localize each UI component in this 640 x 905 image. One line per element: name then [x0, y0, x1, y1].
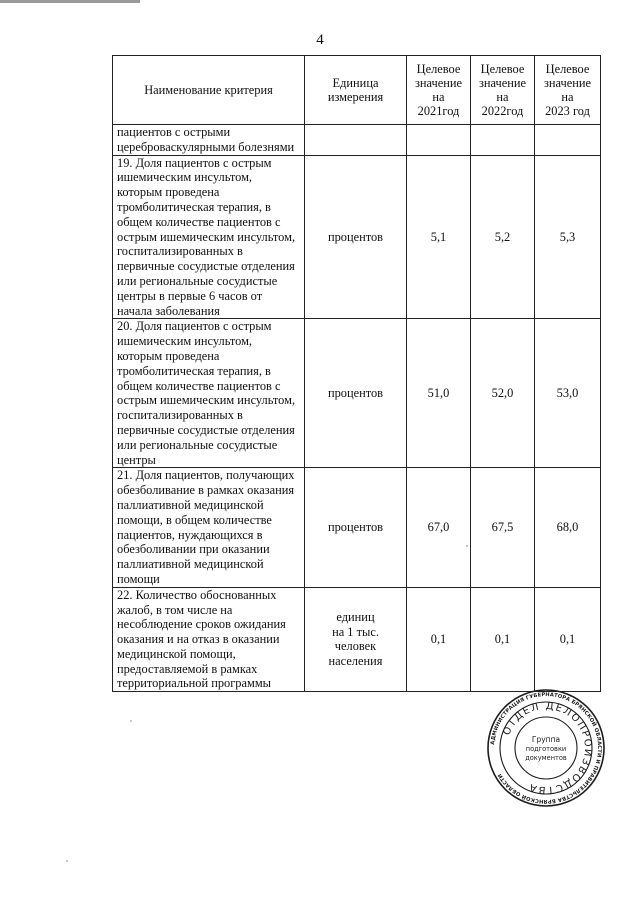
- value-2023: 53,0: [535, 319, 601, 468]
- table-header-row: [113, 56, 601, 125]
- scan-speck: [66, 860, 68, 862]
- value-2022: 0,1: [471, 587, 535, 692]
- stamp-inner-line: подготовки: [525, 745, 567, 753]
- department-stamp: [486, 688, 606, 808]
- value-2022: [471, 125, 535, 156]
- value-2022: 67,5: [471, 468, 535, 587]
- value-2023: 0,1: [535, 587, 601, 692]
- value-2022: 5,2: [471, 155, 535, 319]
- header-2021-line: значение: [414, 76, 463, 90]
- header-2023-line: значение: [543, 76, 592, 90]
- criterion-name: пациентов с острыми цереброваскулярными болезнями: [113, 125, 305, 156]
- unit-cell: процентов: [305, 155, 407, 319]
- criterion-name: 22. Количество обоснованных жалоб, в том числе на несоблюдение сроков ожидания оказания и на отказ в оказании медицинской помощи, предоставляемой в рамках территориальной программы: [113, 587, 305, 692]
- table-row: [113, 468, 601, 587]
- unit-line: человек: [334, 639, 377, 654]
- header-2023-line: на: [561, 90, 574, 104]
- scan-speck: [466, 545, 468, 547]
- stamp-inner-line: Группа: [531, 735, 561, 744]
- header-unit-line: Единица: [332, 76, 379, 90]
- criterion-name: 20. Доля пациентов с острым ишемическим инсультом, которым проведена тромболитическая терапия, в общем количестве пациентов с острым ишемическим инсультом, госпитализированных в первичные сосудистые отделения или региональные сосудистые центры: [113, 319, 305, 468]
- table-row: [113, 155, 601, 319]
- value-2021: 51,0: [407, 319, 471, 468]
- table-row: [113, 319, 601, 468]
- header-2022-line: 2022год: [481, 104, 524, 118]
- unit-cell: [305, 587, 407, 692]
- stamp-inner-line: документов: [525, 754, 567, 762]
- value-2023: [535, 125, 601, 156]
- header-2023-line: Целевое: [545, 62, 590, 76]
- header-criterion-name: Наименование критерия: [113, 56, 305, 125]
- value-2021: 5,1: [407, 155, 471, 319]
- header-target-2022: [471, 56, 535, 125]
- header-unit: [305, 56, 407, 125]
- header-2021-line: 2021год: [417, 104, 460, 118]
- header-2022-line: Целевое: [480, 62, 525, 76]
- unit-cell: [305, 125, 407, 156]
- header-2022-line: значение: [478, 76, 527, 90]
- scan-speck: [130, 720, 132, 722]
- criterion-name: 21. Доля пациентов, получающих обезболивание в рамках оказания паллиативной медицинской помощи, в общем количестве пациентов, нуждающихся в обезболивании при оказании паллиативной медицинской помощи: [113, 468, 305, 587]
- page-number: 4: [316, 32, 324, 48]
- table-row: [113, 587, 601, 692]
- header-2022-line: на: [496, 90, 509, 104]
- unit-line: единиц: [336, 609, 375, 624]
- criterion-name: 19. Доля пациентов с острым ишемическим инсультом, которым проведена тромболитическая терапия, в общем количестве пациентов с острым ишемическим инсультом, госпитализированных в первичные сосудистые отделения или региональные сосудистые центры в первые 6 часов от начала заболевания: [113, 155, 305, 319]
- stamp-middle-text: ОТДЕЛ ДЕЛОПРОИЗВОДСТВА: [501, 700, 594, 796]
- value-2023: 5,3: [535, 155, 601, 319]
- value-2021: 67,0: [407, 468, 471, 587]
- stamp-outer-text: АДМИНИСТРАЦИЯ ГУБЕРНАТОРА БРЯНСКОЙ ОБЛАСТИ И ПРАВИТЕЛЬСТВА БРЯНСКОЙ ОБЛАСТИ: [490, 691, 603, 805]
- unit-line: населения: [328, 654, 383, 669]
- header-target-2023: [535, 56, 601, 125]
- header-unit-line: измерения: [327, 90, 384, 104]
- header-2021-line: на: [432, 90, 445, 104]
- value-2021: 0,1: [407, 587, 471, 692]
- criteria-table: [112, 55, 601, 692]
- header-2023-line: 2023 год: [545, 104, 590, 118]
- header-2021-line: Целевое: [416, 62, 461, 76]
- value-2021: [407, 125, 471, 156]
- unit-line: на 1 тыс.: [332, 624, 379, 639]
- top-edge-rule: [0, 0, 140, 3]
- header-target-2021: [407, 56, 471, 125]
- value-2022: 52,0: [471, 319, 535, 468]
- value-2023: 68,0: [535, 468, 601, 587]
- table-row: [113, 125, 601, 156]
- unit-cell: процентов: [305, 468, 407, 587]
- unit-cell: процентов: [305, 319, 407, 468]
